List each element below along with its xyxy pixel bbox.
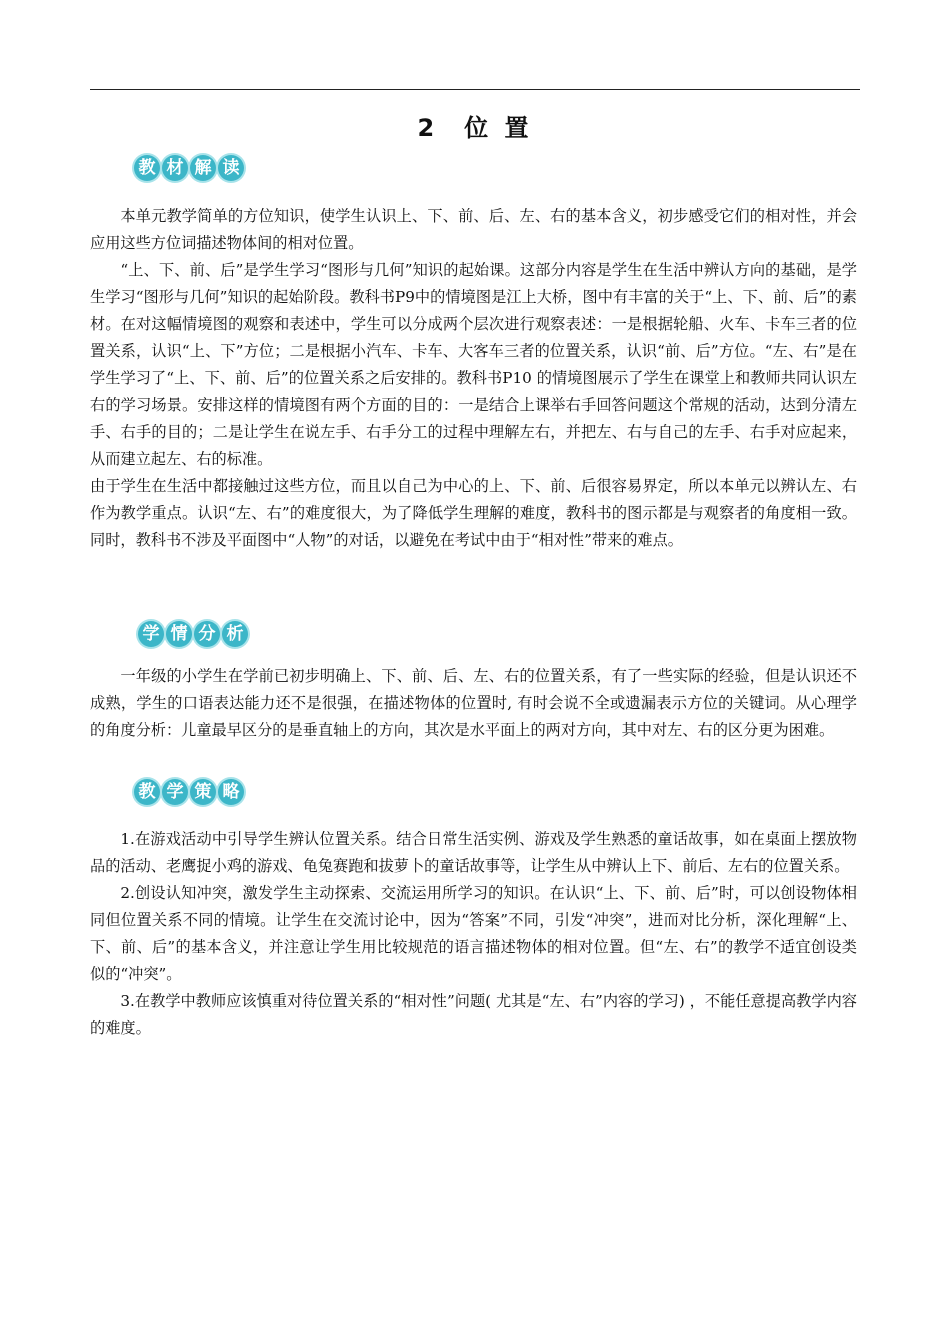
header-rule [90, 89, 860, 90]
badge-char: 学 [162, 779, 188, 805]
badge-char: 策 [190, 779, 216, 805]
page-title [0, 108, 950, 143]
badge-char: 分 [194, 621, 220, 647]
paragraph: 本单元教学简单的方位知识，使学生认识上、下、前、后、左、右的基本含义，初步感受它们的相对性，并会应用这些方位词描述物体间的相对位置。 [90, 207, 857, 252]
chapter-number: 2 [417, 114, 439, 142]
paragraph: 2.创设认知冲突，激发学生主动探索、交流运用所学习的知识。在认识“上、下、前、后”时，可以创设物体相同但位置关系不同的情境。让学生在交流讨论中，因为“答案”不同，引发“冲突”，进而对比分析，深化理解“上、下、前、后”的基本含义，并注意让学生用比较规范的语言描述物体的相对位置。但“左、右”的教学不适宜创设类似的“冲突”。 [90, 884, 857, 983]
paragraph: 3.在教学中教师应该慎重对待位置关系的“相对性”问题( 尤其是“左、右”内容的学习) ，不能任意提高教学内容的难度。 [90, 992, 857, 1037]
section-textbook-reading [90, 203, 857, 554]
badge-char: 学 [138, 621, 164, 647]
section-badge-textbook-reading [134, 152, 244, 186]
chapter-title: 位 置 [464, 114, 533, 142]
badge-char: 略 [218, 779, 244, 805]
section-teaching-strategy [90, 826, 857, 1042]
paragraph: 由于学生在生活中都接触过这些方位，而且以自己为中心的上、下、前、后很容易界定，所以本单元以辨认左、右作为教学重点。认识“左、右”的难度很大，为了降低学生理解的难度，教科书的图示都是与观察者的角度相一致。同时，教科书不涉及平面图中“人物”的对话，以避免在考试中由于“相对性”带来的难点。 [90, 477, 857, 549]
badge-char: 教 [134, 155, 160, 181]
badge-char: 教 [134, 779, 160, 805]
paragraph: 一年级的小学生在学前已初步明确上、下、前、后、左、右的位置关系，有了一些实际的经验，但是认识还不成熟，学生的口语表达能力还不是很强，在描述物体的位置时, 有时会说不全或遗漏表示方位的关键词。从心理学的角度分析：儿童最早区分的是垂直轴上的方向，其次是水平面上的两对方向，其中对左、右的区分更为困难。 [90, 667, 857, 739]
badge-char: 情 [166, 621, 192, 647]
section-badge-teaching-strategy [134, 776, 244, 810]
badge-char: 读 [218, 155, 244, 181]
paragraph: 1.在游戏活动中引导学生辨认位置关系。结合日常生活实例、游戏及学生熟悉的童话故事，如在桌面上摆放物品的活动、老鹰捉小鸡的游戏、龟兔赛跑和拔萝卜的童话故事等，让学生从中辨认上下、前后、左右的位置关系。 [90, 830, 857, 875]
badge-char: 析 [222, 621, 248, 647]
badge-char: 材 [162, 155, 188, 181]
paragraph: “上、下、前、后”是学生学习“图形与几何”知识的起始课。这部分内容是学生在生活中辨认方向的基础，是学生学习“图形与几何”知识的起始阶段。教科书P9中的情境图是江上大桥，图中有丰富的关于“上、下、前、后”的素材。在对这幅情境图的观察和表述中，学生可以分成两个层次进行观察表述：一是根据轮船、火车、卡车三者的位置关系，认识“上、下”方位；二是根据小汽车、卡车、大客车三者的位置关系，认识“前、后”方位。“左、右”是在学生学习了“上、下、前、后”的位置关系之后安排的。教科书P10 的情境图展示了学生在课堂上和教师共同认识左右的学习场景。安排这样的情境图有两个方面的目的：一是结合上课举右手回答问题这个常规的活动，达到分清左手、右手的目的；二是让学生在说左手、右手分工的过程中理解左右，并把左、右与自己的左手、右手对应起来，从而建立起左、右的标准。 [90, 261, 857, 468]
section-badge-student-analysis [138, 618, 248, 652]
badge-char: 解 [190, 155, 216, 181]
section-student-analysis [90, 663, 857, 744]
